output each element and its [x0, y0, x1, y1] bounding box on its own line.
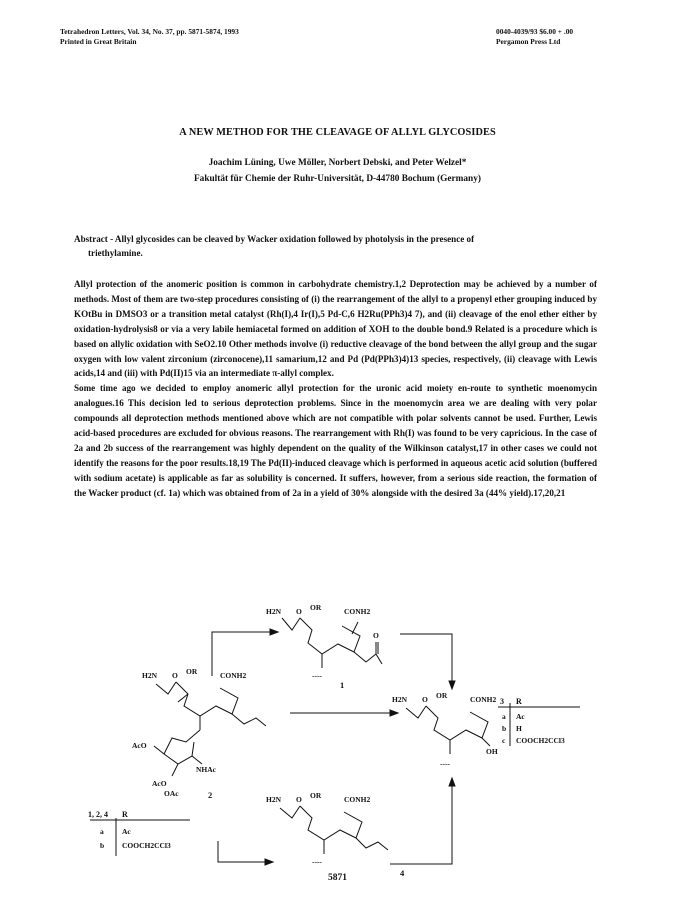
compound-4-number: 4 — [400, 868, 405, 878]
reaction-scheme — [60, 596, 620, 886]
arrow-4-to-3-line — [390, 786, 452, 864]
arrow-2-to-4-line — [218, 841, 265, 862]
compound-1-structure — [282, 618, 382, 668]
table-3-r: R — [516, 697, 522, 706]
table-124-row-b-key: b — [100, 841, 105, 850]
compound-2-number: 2 — [208, 790, 213, 800]
c2-conh2: CONH2 — [220, 671, 247, 680]
printed-line: Printed in Great Britain — [60, 37, 137, 46]
table-3-row-a-key: a — [502, 712, 506, 721]
table-3-row-c-key: c — [502, 736, 506, 745]
table-124-row-b-val: COOCH2CCl3 — [122, 841, 171, 850]
table-3-row-b-key: b — [502, 724, 507, 733]
c4-conh2: CONH2 — [344, 795, 371, 804]
arrow-2-to-3-head — [390, 710, 398, 716]
arrow-2-to-4-head — [265, 859, 273, 865]
c2-aco-2: AcO — [152, 779, 167, 788]
c4-or: OR — [310, 791, 322, 800]
table-124-num: 1, 2, 4 — [88, 810, 108, 819]
abstract-line-1: Abstract - Allyl glycosides can be cleaved by Wacker oxidation followed by photolysis in the presence of — [74, 234, 475, 244]
table-124-r: R — [122, 810, 128, 819]
compound-2-structure — [154, 682, 266, 776]
c4-dashes: ---- — [312, 857, 322, 866]
abstract-line-2: triethylamine. — [88, 247, 143, 258]
page-number: 5871 — [328, 873, 347, 883]
table-124-row-a-val: Ac — [122, 827, 131, 836]
paragraph-1: Allyl protection of the anomeric position is common in carbohydrate chemistry.1,2 Deprotection may be achieved by a number of methods. Most of them are two-step procedures consisting of (i) the rearrangement of the allyl to a propenyl ether grouping induced by KOtBu in DMSO3 or a transition metal catalyst (Rh(I),4 Ir(I),5 Pd-C,6 H2Ru(PPh3)4 7), and (ii) cleavage of the enol ether either by oxidation-hydrolysis8 or via a very labile hemiacetal formed on addition of XOH to the double bond.9 Related is a procedure which is based on allylic oxidation with SeO2.10 Other methods involve (i) reductive cleavage of the bond between the allyl group and the sugar oxygen with low valent zirconium (zirconocene),11 samarium,12 and Pd (Pd(PPh3)4)13 species, respectively, (ii) cleavage with Lewis acids,14 and (iii) with Pd(II)15 via an intermediate π-allyl complex. — [74, 279, 597, 379]
c2-or: OR — [186, 667, 198, 676]
c4-o: O — [296, 795, 302, 804]
table-3-num: 3 — [500, 697, 504, 706]
table-124-row-a-key: a — [100, 827, 104, 836]
table-3-row-a-val: Ac — [516, 712, 525, 721]
arrow-1-to-3-line — [400, 634, 452, 681]
c1-dashes: ---- — [312, 671, 322, 680]
arrow-to-1-head — [270, 629, 278, 635]
body-text — [74, 277, 597, 501]
article-title: A NEW METHOD FOR THE CLEAVAGE OF ALLYL GLYCOSIDES — [179, 127, 496, 138]
c1-conh2: CONH2 — [344, 607, 371, 616]
c3-dashes: ---- — [440, 759, 450, 768]
publisher-line: Pergamon Press Ltd — [496, 37, 561, 46]
c1-carbonyl-o: O — [373, 631, 379, 640]
arrow-to-1-line — [212, 632, 270, 676]
code-line: 0040-4039/93 $6.00 + .00 — [496, 27, 574, 36]
arrow-4-to-3-head — [449, 778, 455, 786]
journal-line: Tetrahedron Letters, Vol. 34, No. 37, pp. 5871-5874, 1993 — [60, 27, 239, 36]
c3-oh: OH — [486, 747, 498, 756]
c3-h2n: H2N — [392, 695, 407, 704]
affiliation: Fakultät für Chemie der Ruhr-Universität, D-44780 Bochum (Germany) — [194, 174, 481, 184]
c3-conh2: CONH2 — [470, 695, 497, 704]
author-block — [0, 155, 675, 187]
c1-o: O — [296, 607, 302, 616]
compound-3-structure — [406, 706, 490, 754]
table-3-row-c-val: COOCH2CCl3 — [516, 736, 565, 745]
abstract — [74, 233, 594, 260]
c1-h2n: H2N — [266, 607, 281, 616]
c3-or: OR — [436, 691, 448, 700]
compound-1-number: 1 — [340, 680, 345, 690]
arrow-1-to-3-head — [449, 681, 455, 689]
paragraph-2: Some time ago we decided to employ anomeric allyl protection for the uronic acid moiety en-route to synthetic moenomycin analogues.16 This decision led to serious deprotection problems. Since in the moenomycin area we are dealing with very polar compounds all deprotection methods mentioned above which are not compatible with polar solvents cannot be used. Further, Lewis acid-based procedures are excluded for obvious reasons. The rearrangement with Rh(I) was found to be very capricious. In the case of 2a and 2b success of the rearrangement was highly dependent on the quality of the Wilkinson catalyst,17 in other cases we could not identify the reasons for the poor results.18,19 The Pd(II)-induced cleavage which is performed in aqueous acetic acid solution (buffered with sodium acetate) is applicable as far as solubility is concerned. It suffers, however, from a serious side reaction, the formation of the Wacker product (cf. 1a) which was obtained from of 2a in a yield of 30% alongside with the desired 3a (44% yield).17,20,21 — [74, 383, 597, 498]
c2-o: O — [172, 671, 178, 680]
c2-nhac: NHAc — [196, 765, 216, 774]
c3-o: O — [422, 695, 428, 704]
compound-4-structure — [280, 806, 388, 854]
c2-aco: AcO — [132, 741, 147, 750]
publisher-info — [496, 27, 573, 47]
table-3-row-b-val: H — [516, 724, 522, 733]
journal-citation — [60, 27, 239, 47]
c1-or: OR — [310, 603, 322, 612]
author-names: Joachim Lüning, Uwe Möller, Norbert Debski, and Peter Welzel* — [208, 158, 467, 168]
c2-oac: OAc — [164, 789, 179, 798]
c4-h2n: H2N — [266, 795, 281, 804]
c2-h2n: H2N — [142, 671, 157, 680]
